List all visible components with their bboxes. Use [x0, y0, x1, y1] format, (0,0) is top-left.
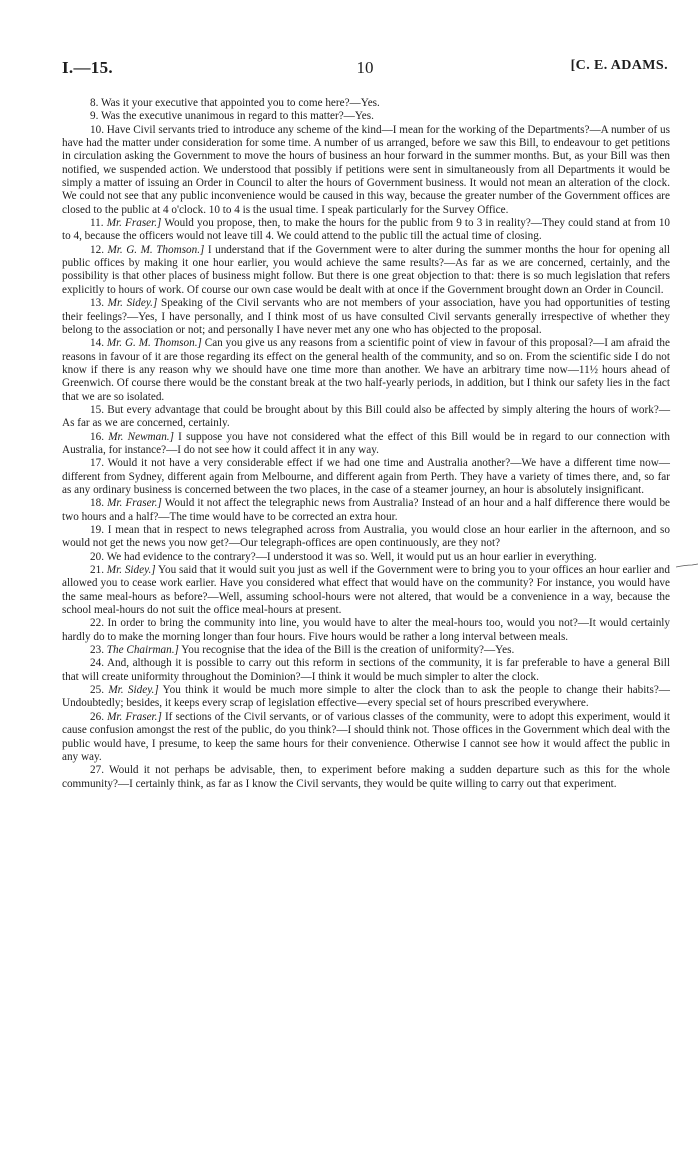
speaker-name: The Chairman.] [106, 644, 179, 657]
margin-mark [676, 562, 698, 570]
evidence-paragraph [62, 764, 670, 791]
paragraph-text: In order to bring the community into line, you would have to alter the meal-hours too, would you not?—It would certainly hardly do to make the morning longer than four hours. Five hours would be rather a long interval between meals. [62, 617, 671, 643]
evidence-paragraph [62, 457, 670, 497]
paragraph-text: Would it not perhaps be advisable, then, to experiment before making a sudden departure such as this for the whole community?—I certainly think, as far as I know the Civil servants, they would be quite willing to carry out that experiment. [62, 764, 670, 790]
evidence-paragraph [62, 217, 670, 244]
question-number: 18. [90, 497, 104, 510]
speaker-name: Mr. Sidey.] [106, 564, 156, 577]
question-number: 27. [90, 764, 104, 777]
speaker-name: Mr. Fraser.] [107, 710, 162, 723]
paragraph-text: Speaking of the Civil servants who are not members of your association, have you had opportunities of testing their feelings?—Yes, I have personally, and I think most of us have consulted Civil servants generally irrespective of whether they belong to the association or not; and personally I have never met any one who has objected to the proposal. [62, 297, 671, 336]
evidence-paragraph [62, 657, 670, 684]
paragraph-text: Can you give us any reasons from a scientific point of view in favour of this proposal?—I am afraid the reasons in favour of it are those regarding its effect on the general health of the community, and so on. From the scientific side I do not know if there is any reason why we should have one time more than another. We have an arbitrary time now—11½ hours ahead of Greenwich. Of course there would be the constant break at the two half-yearly periods, in addition, but I think our safety lies in the fact that we are so isolated. [62, 337, 670, 403]
question-number: 8. [90, 97, 99, 109]
paper-reference: I.—15. [62, 58, 113, 77]
evidence-paragraph [62, 297, 670, 337]
evidence-body [62, 97, 670, 791]
paragraph-text: You recognise that the idea of the Bill is the creation of uniformity?—Yes. [181, 644, 515, 657]
evidence-paragraph [62, 431, 670, 458]
evidence-paragraph [62, 551, 670, 564]
speaker-name: Mr. G. M. Thomson.] [106, 337, 202, 350]
evidence-paragraph [62, 497, 670, 524]
question-number: 10. [90, 123, 104, 136]
evidence-paragraph [62, 244, 670, 297]
question-number: 24. [90, 657, 104, 670]
paragraph-text: And, although it is possible to carry out this reform in sections of the community, it is far preferable to have a general Bill that will create uniformity throughout the Dominion?—I think it would be much simpler to alter the clock. [62, 657, 670, 683]
question-number: 12. [90, 243, 104, 256]
question-number: 14. [90, 337, 104, 350]
witness-name: [C. E. ADAMS. [570, 58, 668, 73]
evidence-paragraph [62, 617, 670, 644]
page-number: 10 [356, 58, 374, 77]
evidence-paragraph [62, 524, 670, 551]
speaker-name: Mr. Sidey.] [107, 297, 158, 310]
speaker-name: Mr. G. M. Thomson.] [107, 243, 205, 256]
page-header [62, 58, 668, 84]
paragraph-text: Would you propose, then, to make the hours for the public from 9 to 3 in reality?—They could stand at from 10 to 4, because the officers would not leave till 4. We could attend to the public till the actual time of closing. [62, 217, 671, 243]
question-number: 21. [90, 564, 104, 577]
speaker-name: Mr. Fraser.] [107, 497, 162, 510]
evidence-paragraph [62, 404, 670, 431]
question-number: 25. [90, 684, 104, 697]
paragraph-text: You think it would be much more simple to alter the clock than to ask the people to change their habits?—Undoubtedly; besides, it keeps every scrap of legislation effective—every special set of hours prescribed everywhere. [62, 684, 670, 710]
paragraph-text: Would it not have a very considerable effect if we had one time and Australia another?—We have a different time now—different from Sydney, different again from Melbourne, and different again from Perth. They have a variety of times there, and, so far as any ordinary business is concerned between the two places, in the case of a steamer journey, an hour is absolutely insignificant. [62, 457, 670, 496]
evidence-paragraph [62, 644, 670, 657]
question-number: 23. [90, 644, 104, 657]
speaker-name: Mr. Sidey.] [108, 684, 159, 697]
question-number: 22. [90, 617, 104, 630]
speaker-name: Mr. Fraser.] [106, 217, 162, 230]
evidence-paragraph [62, 684, 670, 711]
paragraph-text: But every advantage that could be brought about by this Bill could also be affected by simply altering the hours of work?—As far as we are concerned, certainly. [62, 403, 671, 430]
question-number: 19. [90, 524, 104, 536]
question-number: 15. [90, 403, 104, 416]
paragraph-text: Have Civil servants tried to introduce any scheme of the kind—I mean for the working of the Departments?—A number of us have had the matter under consideration for some time. A number of us arranged, before we saw this Bill, to endeavour to get petitions in circulation asking the Government to move the hours of business an hour forward in the summer months. But, as your Bill was then notified, we suspended action. We understood that possibly if petitions were sent in simultaneously from all Departments it would be simply a matter of issuing an Order in Council to alter the hours of Government business. It would not mean an alteration of the clock. We could not see that any public inconvenience would be caused in this way, because the greater number of the Government offices are closed to the public at 4 o'clock. 10 to 4 is the usual time. I speak particularly for the Survey Office. [62, 123, 671, 216]
paragraph-text: You said that it would suit you just as well if the Government were to bring you to your offices an hour earlier and allowed you to cease work earlier. Have you considered what effect that would have on the community? For instance, you would have the same meal-hours as before?—Well, assuming school-hours were not altered, that would be a convenience in a way, because the school meal-hours do not suit the office meal-hours at present. [62, 564, 670, 617]
paragraph-text: Would it not affect the telegraphic news from Australia? Instead of an hour and a half difference there would be two hours and a half?—The time would have to be corrected an extra hour. [62, 497, 670, 523]
evidence-paragraph [62, 564, 670, 617]
question-number: 26. [90, 710, 104, 723]
paragraph-text: Was the executive unanimous in regard to this matter?—Yes. [101, 110, 374, 123]
evidence-paragraph [62, 711, 670, 764]
speaker-name: Mr. Newman.] [108, 430, 174, 443]
paragraph-text: If sections of the Civil servants, or of various classes of the community, were to adopt this experiment, would it cause confusion amongst the rest of the public, do you think?—I should think not. Those offices in the Government which deal with the public would have, I presume, to keep the same hours for their convenience. Otherwise I cannot see how it would affect the public in any way. [62, 710, 670, 763]
evidence-paragraph [62, 124, 670, 217]
question-number: 13. [90, 297, 104, 310]
question-number: 16. [90, 430, 104, 443]
paragraph-text: I suppose you have not considered what the effect of this Bill would be in regard to our connection with Australia, for instance?—I do not see how it could affect it in any way. [62, 430, 670, 456]
paragraph-text: I mean that in respect to news telegraphed across from Australia, you would close an hour earlier in the afternoon, and so would not get the news you now get?—Our telegraph-offices are open continuously, are they not? [62, 524, 671, 550]
evidence-paragraph [62, 110, 670, 123]
evidence-paragraph [62, 337, 670, 404]
evidence-paragraph [62, 97, 670, 110]
paragraph-text: Was it your executive that appointed you to come here?—Yes. [101, 97, 380, 109]
question-number: 11. [90, 217, 104, 230]
question-number: 9. [90, 110, 99, 123]
question-number: 20. [90, 550, 104, 563]
paragraph-text: We had evidence to the contrary?—I understood it was so. Well, it would put us an hour earlier in everything. [106, 550, 597, 563]
question-number: 17. [90, 457, 104, 470]
paragraph-text: I understand that if the Government were to alter during the summer months the hour for opening all public offices by making it one hour earlier, you would achieve the same results?—As far as we are concerned, certainly, and the possibility is that other places of business might follow. But there is one great objection to that: there is so much legislation that refers explicitly to hours of work. Of course our own case would be dealt with at once if the Government brought down an Order in Council. [62, 243, 670, 296]
